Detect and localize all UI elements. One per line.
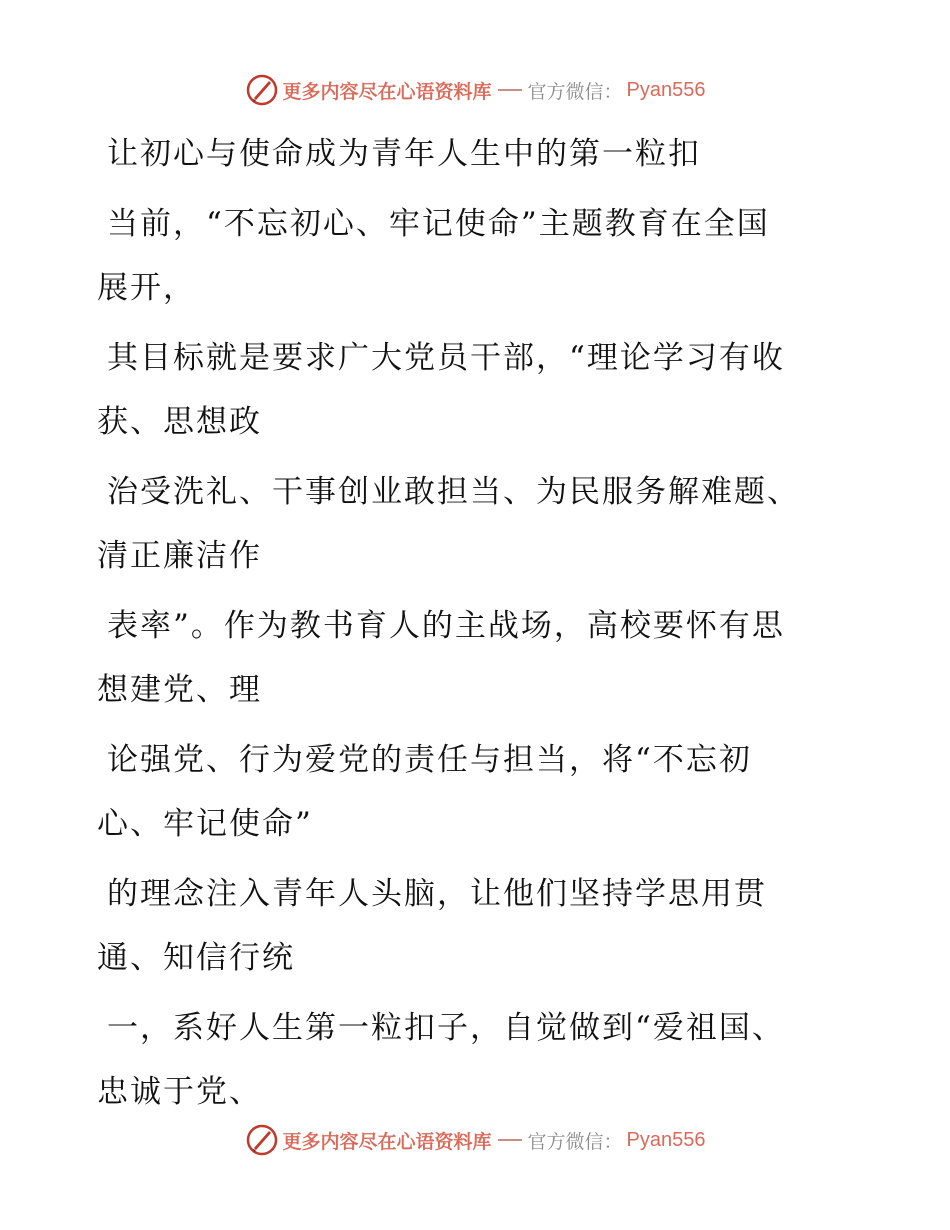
watermark-main-text: 更多内容尽在心语资料库 bbox=[282, 80, 492, 103]
paragraph-line: 其目标就是要求广大党员干部，“理论学习有收 bbox=[107, 340, 785, 376]
document-title: 让初心与使命成为青年人生中的第一粒扣 bbox=[107, 136, 701, 172]
quill-logo-icon bbox=[245, 1123, 279, 1157]
watermark-footer bbox=[0, 1120, 950, 1160]
paragraph-line: 获、思想政 bbox=[97, 404, 262, 440]
quill-logo-icon bbox=[245, 73, 279, 107]
paragraph-line: 论强党、行为爱党的责任与担当，将“不忘初 bbox=[107, 742, 752, 778]
paragraph-line: 当前，“不忘初心、牢记使命”主题教育在全国 bbox=[107, 206, 770, 242]
document-body bbox=[97, 122, 837, 1124]
paragraph-line: 的理念注入青年人头脑，让他们坚持学思用贯 bbox=[107, 876, 767, 912]
paragraph-line: 忠诚于党、 bbox=[97, 1074, 262, 1110]
watermark-sub-text: 官方微信： bbox=[527, 80, 623, 103]
paragraph-line: 心、牢记使命” bbox=[97, 806, 313, 842]
watermark-main-text: 更多内容尽在心语资料库 bbox=[282, 1130, 492, 1153]
watermark-sub-text: 官方微信： bbox=[527, 1130, 623, 1153]
watermark-id: Pyan556 bbox=[626, 78, 706, 101]
paragraph-line: 展开， bbox=[97, 270, 196, 306]
paragraph-line: 通、知信行统 bbox=[97, 940, 295, 976]
paragraph-line: 表率”。作为教书育人的主战场，高校要怀有思 bbox=[107, 608, 785, 644]
paragraph-line: 清正廉洁作 bbox=[97, 538, 262, 574]
watermark-dash bbox=[498, 1139, 522, 1141]
watermark-header bbox=[0, 70, 950, 110]
watermark-dash bbox=[498, 89, 522, 91]
paragraph-line: 一，系好人生第一粒扣子，自觉做到“爱祖国、 bbox=[107, 1010, 785, 1046]
watermark-id: Pyan556 bbox=[626, 1128, 706, 1151]
paragraph-line: 想建党、理 bbox=[97, 672, 262, 708]
paragraph-line: 治受洗礼、干事创业敢担当、为民服务解难题、 bbox=[107, 474, 800, 510]
